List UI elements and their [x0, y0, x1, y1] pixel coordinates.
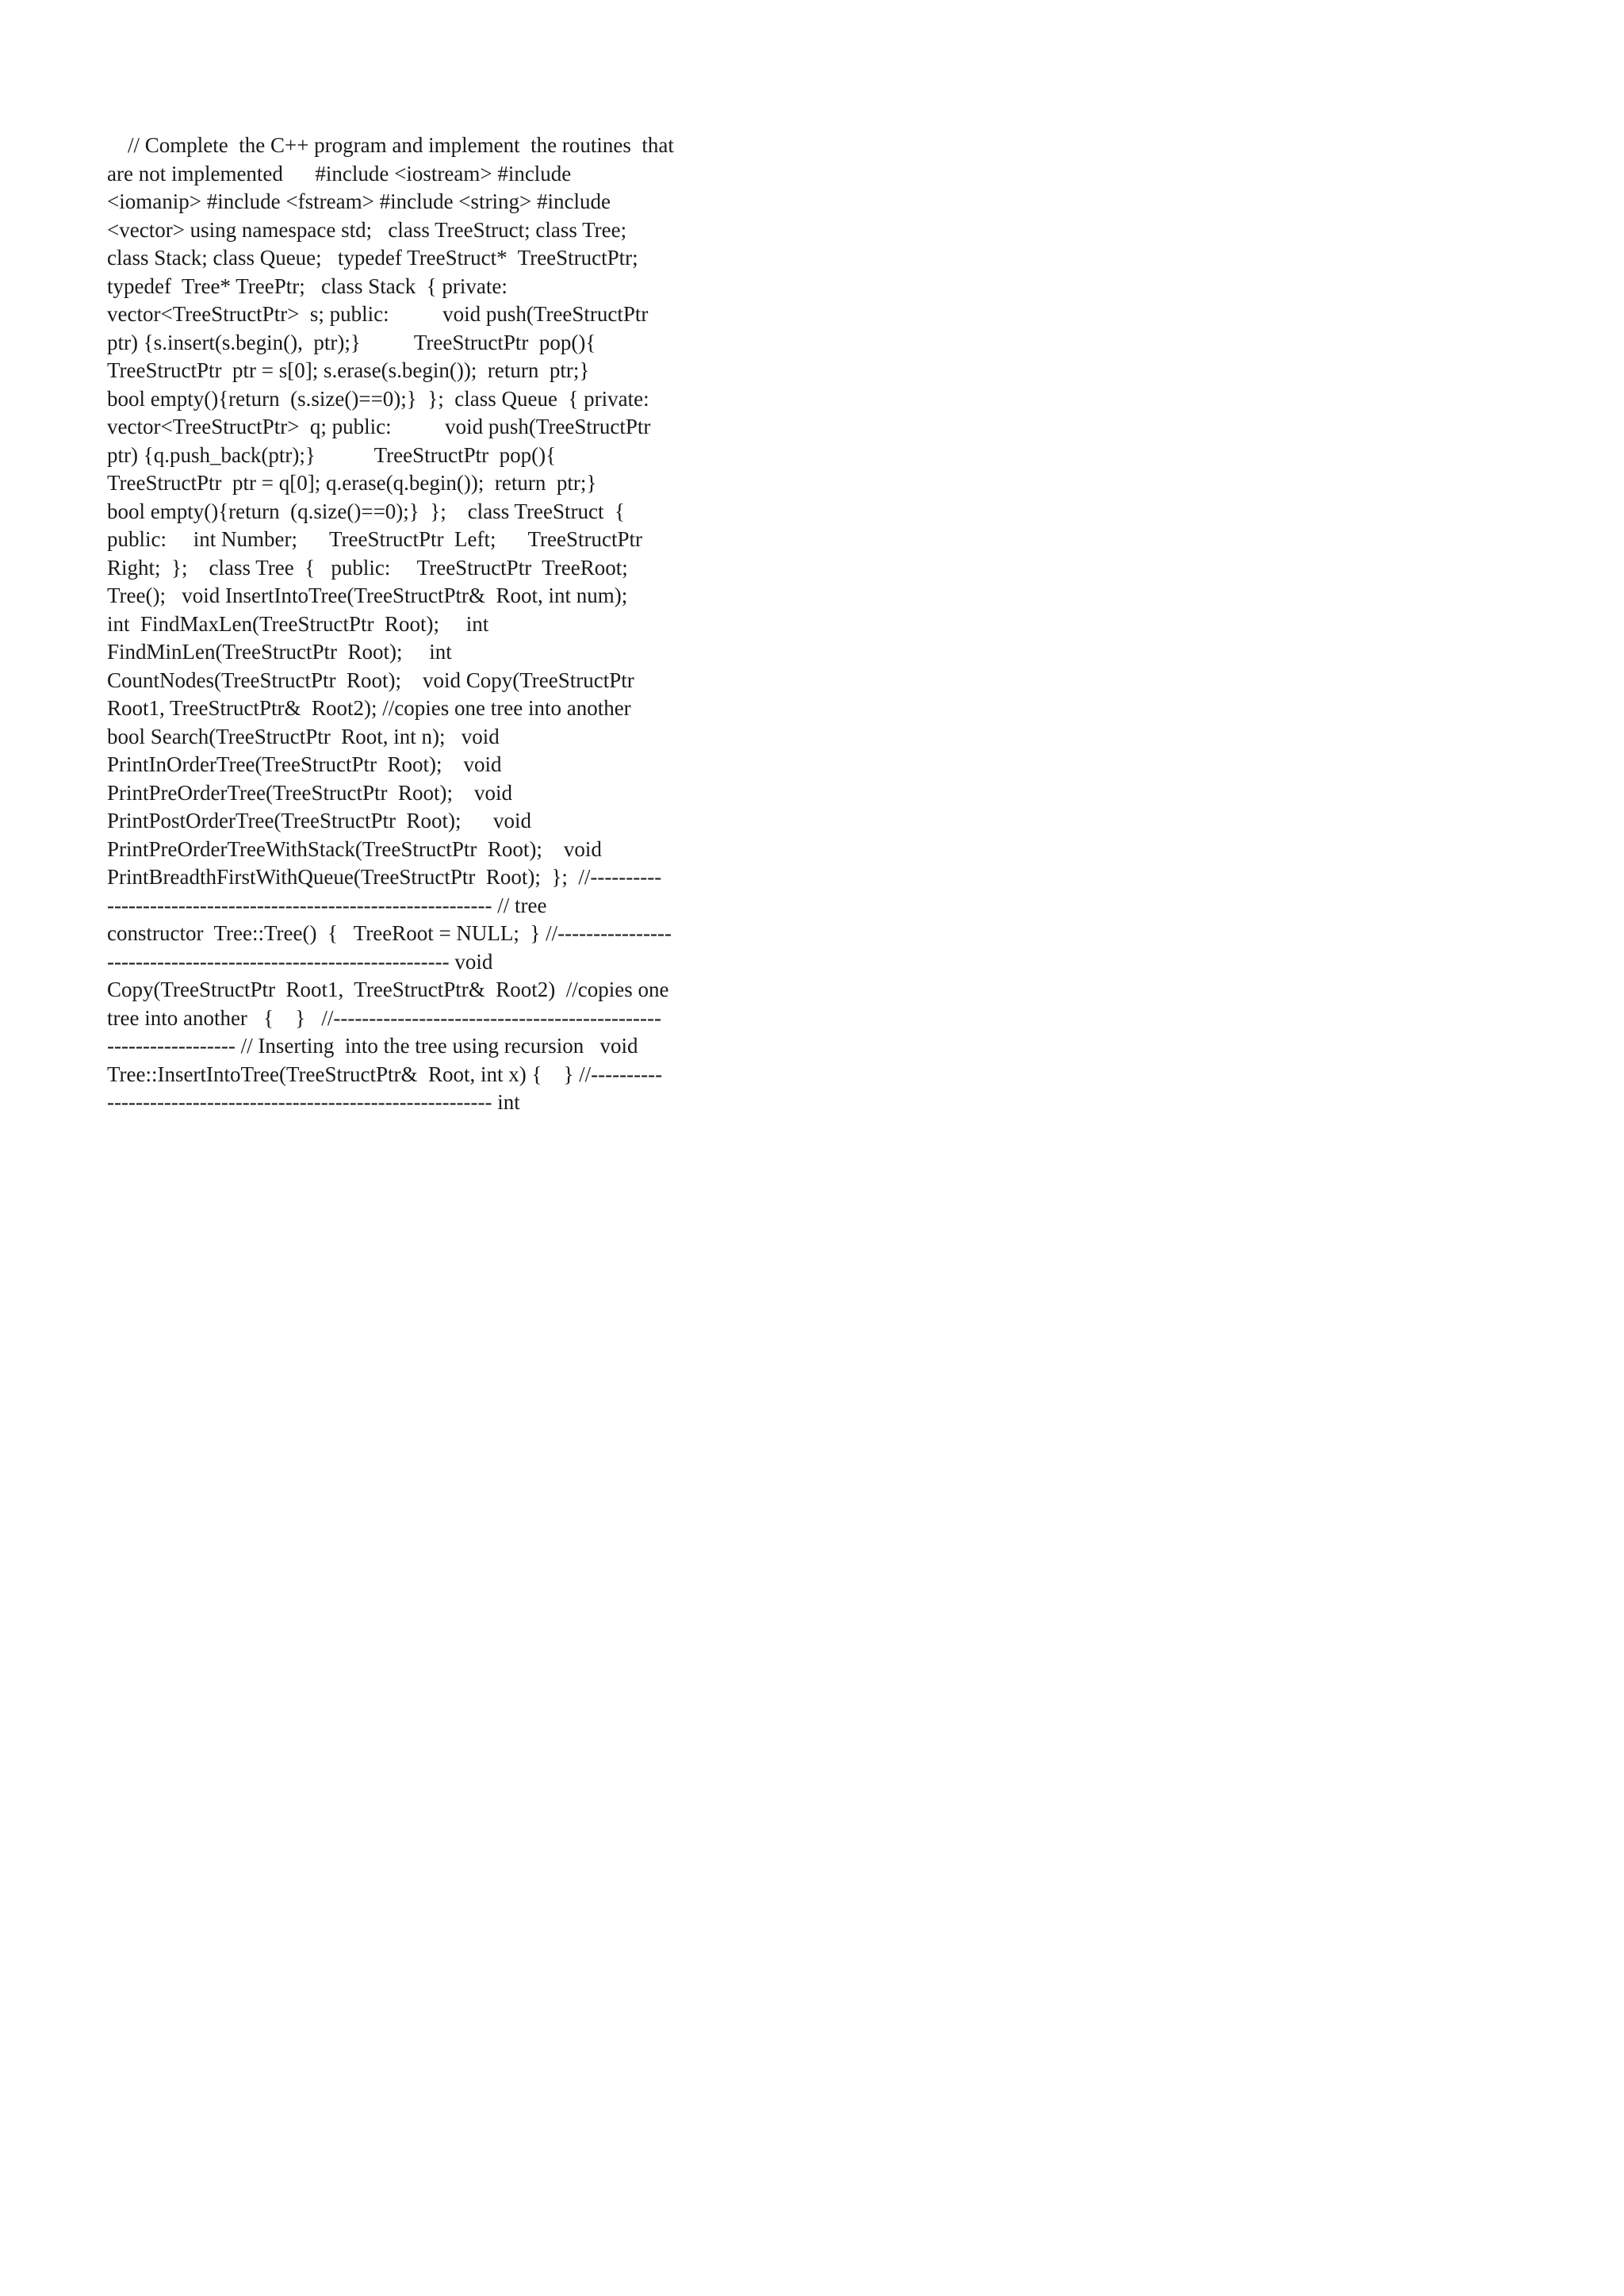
text-line: vector<TreeStructPtr> q; public: void push(TreeStructPtr [107, 415, 651, 438]
text-line: ptr) {s.insert(s.begin(), ptr);} TreeStructPtr pop(){ [107, 330, 596, 354]
text-line: vector<TreeStructPtr> s; public: void push(TreeStructPtr [107, 302, 649, 326]
text-line: Root1, TreeStructPtr& Root2); //copies one tree into another [107, 696, 631, 720]
text-line: PrintPreOrderTreeWithStack(TreeStructPtr Root); void [107, 836, 602, 861]
text-line: bool Search(TreeStructPtr Root, int n); void [107, 724, 500, 748]
text-line: ptr) {q.push_back(ptr);} TreeStructPtr pop(){ [107, 442, 557, 467]
text-line: PrintPreOrderTree(TreeStructPtr Root); void [107, 780, 512, 805]
text-line: Copy(TreeStructPtr Root1, TreeStructPtr& Root2) //copies one [107, 978, 669, 1001]
text-line: PrintInOrderTree(TreeStructPtr Root); void [107, 752, 502, 776]
text-line: constructor Tree::Tree() { TreeRoot = NULL; } //---------------- [107, 921, 672, 945]
text-line: are not implemented #include <iostream> #include [107, 161, 572, 186]
text-line: <vector> using namespace std; class TreeStruct; class Tree; [107, 217, 627, 242]
code-text-block [107, 132, 781, 1117]
text-line: tree into another { } //---------------------------------------------- [107, 1005, 661, 1030]
text-line: PrintBreadthFirstWithQueue(TreeStructPtr Root); }; //---------- [107, 865, 662, 889]
document-page [0, 0, 888, 1256]
text-line: bool empty(){return (s.size()==0);} }; class Queue { private: [107, 386, 649, 411]
text-line: Right; }; class Tree { public: TreeStructPtr TreeRoot; [107, 555, 628, 580]
text-line: Tree::InsertIntoTree(TreeStructPtr& Root, int x) { } //---------- [107, 1062, 663, 1086]
text-line: typedef Tree* TreePtr; class Stack { private: [107, 274, 508, 298]
text-line: ------------------------------------------------------ int [107, 1090, 520, 1114]
text-line: <iomanip> #include <fstream> #include <string> #include [107, 189, 611, 213]
text-line: ------------------------------------------------ void [107, 949, 493, 974]
text-line: FindMinLen(TreeStructPtr Root); int [107, 640, 452, 664]
text-line: TreeStructPtr ptr = s[0]; s.erase(s.begin()); return ptr;} [107, 358, 590, 382]
text-line: Tree(); void InsertIntoTree(TreeStructPtr& Root, int num); [107, 584, 628, 607]
text-line: PrintPostOrderTree(TreeStructPtr Root); void [107, 809, 532, 832]
text-line: class Stack; class Queue; typedef TreeStruct* TreeStructPtr; [107, 246, 638, 270]
text-line: bool empty(){return (q.size()==0);} }; class TreeStruct { [107, 499, 625, 523]
text-line: TreeStructPtr ptr = q[0]; q.erase(q.begin()); return ptr;} [107, 471, 597, 495]
text-line: ------------------ // Inserting into the tree using recursion void [107, 1034, 638, 1058]
text-line: ------------------------------------------------------ // tree [107, 893, 547, 917]
text-line: // Complete the C++ program and implement the routines that [128, 133, 674, 157]
text-line: int FindMaxLen(TreeStructPtr Root); int [107, 611, 489, 636]
text-line: public: int Number; TreeStructPtr Left; TreeStructPtr [107, 527, 642, 551]
text-line: CountNodes(TreeStructPtr Root); void Copy(TreeStructPtr [107, 668, 634, 692]
